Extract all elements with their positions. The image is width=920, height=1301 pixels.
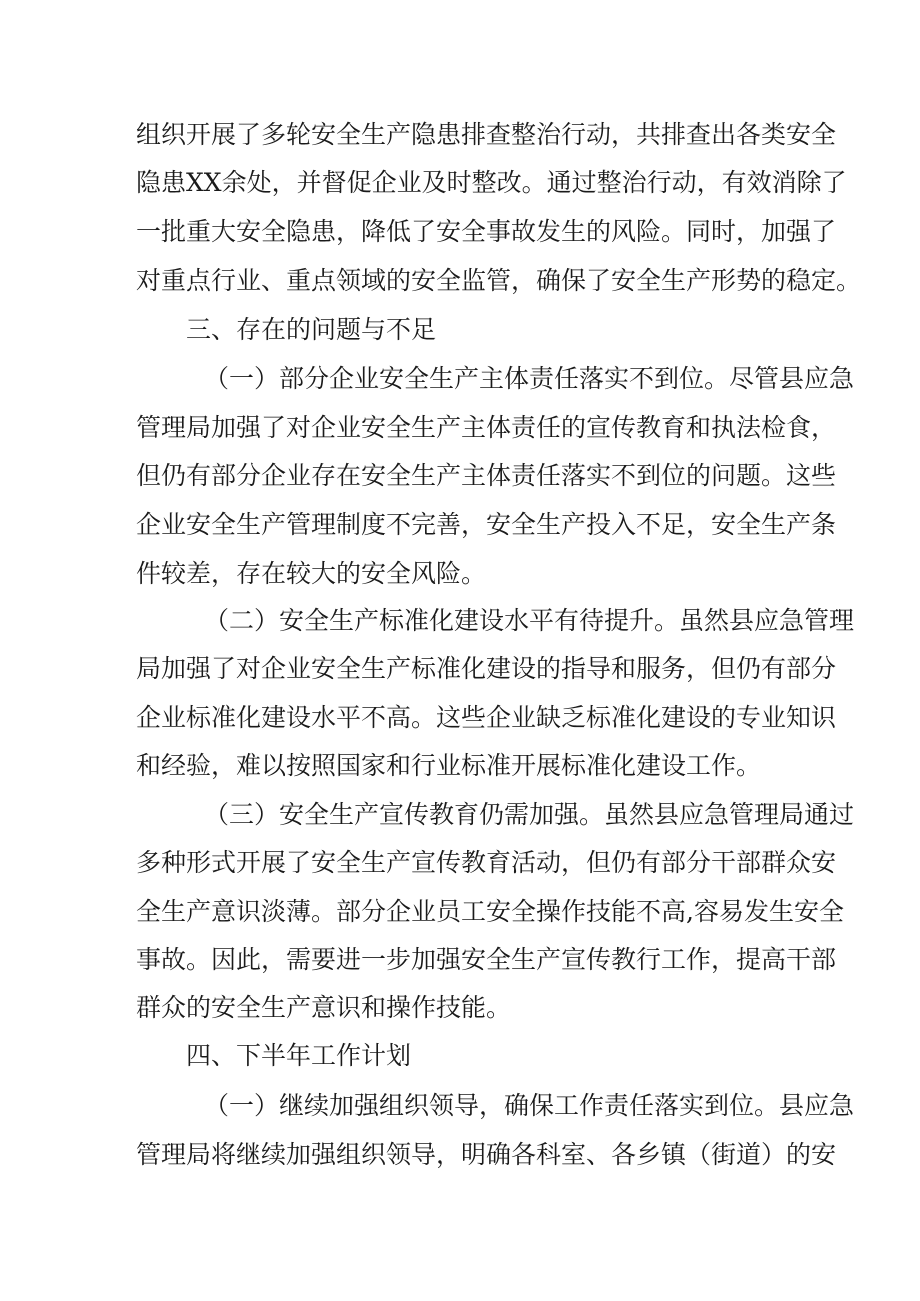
body-line: 组织开展了多轮安全生产隐患排查整治行动，共排查出各类安全 [136, 120, 837, 149]
paragraph-start: （三）安全生产宣传教育仍需加强。虽然县应急管理局通过 [204, 800, 855, 829]
section-heading-3: 三、存在的问题与不足 [186, 315, 437, 344]
body-line: 和经验，难以按照国家和行业标准开展标准化建设工作。 [136, 751, 762, 780]
body-line: 管理局将继续加强组织领导，明确各科室、各乡镇（街道）的安 [136, 1140, 837, 1169]
body-line: 管理局加强了对企业安全生产主体责任的宣传教育和执法检食， [136, 413, 837, 442]
body-line: 对重点行业、重点领域的安全监管，确保了安全生产形势的稳定。 [136, 266, 862, 295]
body-line: 企业标准化建设水平不高。这些企业缺乏标准化建设的专业知识 [136, 703, 837, 732]
body-line: 局加强了对企业安全生产标准化建设的指导和服务，但仍有部分 [136, 654, 837, 683]
section-heading-4: 四、下半年工作计划 [186, 1041, 412, 1070]
body-line: 隐患XX余处，并督促企业及时整改。通过整治行动，有效消除了 [136, 168, 847, 197]
body-line: 全生产意识淡薄。部分企业员工安全操作技能不高,容易发生安全 [136, 897, 844, 926]
body-line: 件较差，存在较大的安全风险。 [136, 559, 487, 588]
paragraph-start: （二）安全生产标准化建设水平有待提升。虽然县应急管理 [204, 606, 855, 635]
body-line: 事故。因此，需要进一步加强安全生产宣传教行工作，提高干部 [136, 945, 837, 974]
body-line: 一批重大安全隐患，降低了安全事故发生的风险。同时，加强了 [136, 217, 837, 246]
body-line: 但仍有部分企业存在安全生产主体责任落实不到位的问题。这些 [136, 461, 837, 490]
paragraph-start: （一）部分企业安全生产主体责任落实不到位。尽管县应急 [204, 364, 855, 393]
body-line: 群众的安全生产意识和操作技能。 [136, 993, 512, 1022]
body-line: 企业安全生产管理制度不完善，安全生产投入不足，安全生产条 [136, 510, 837, 539]
paragraph-start: （一）继续加强组织领导，确保工作责任落实到位。县应急 [204, 1091, 855, 1120]
body-line: 多种形式开展了安全生产宣传教育活动，但仍有部分干部群众安 [136, 848, 837, 877]
